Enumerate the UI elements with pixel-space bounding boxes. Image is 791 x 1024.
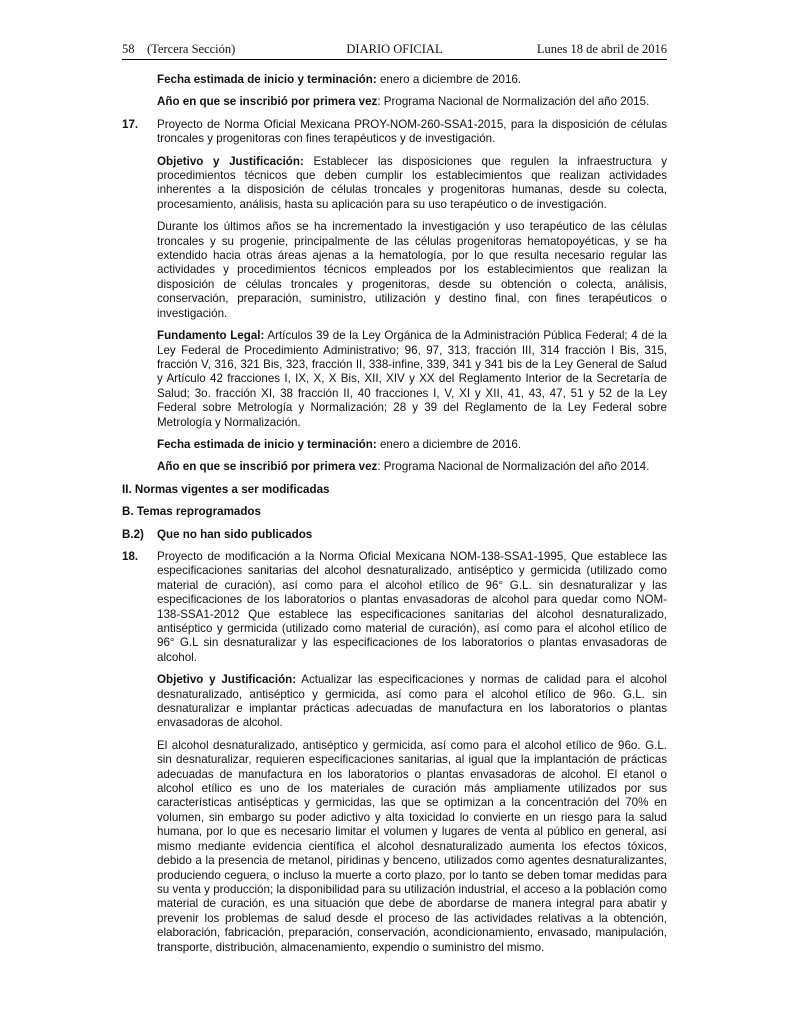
item-17-anio bbox=[157, 460, 667, 474]
section-heading-b2 bbox=[122, 528, 667, 542]
fundamento-text: Artículos 39 de la Ley Orgánica de la Administración Pública Federal; 4 de la Ley Federal de Procedimiento Administrativo; 96, 97, 313, fracción III, 314 fracción I Bis, 315, fracción V, 316, 321 Bis, 323, fracción II, 338-infine, 339, 341 y 341 bis de la Ley General de Salud y Artículo 42 fracciones I, IX, X, X Bis, XII, XIV y XX del Reglamento Interior de la Secretaría de Salud; 3o. fracción XI, 38 fracción II, 40 fracciones I, V, XI y XII, 41, 43, 47, 51 y 52 de la Ley Federal sobre Metrología y Normalización; 28 y 39 del Reglamento de la Ley Federal sobre Metrología y Normalización. bbox=[157, 329, 668, 429]
item-number: 18. bbox=[122, 549, 139, 563]
item-18-title bbox=[122, 549, 667, 665]
header-rule bbox=[122, 59, 667, 60]
anio-paragraph bbox=[157, 95, 667, 109]
subsection-text: Que no han sido publicados bbox=[157, 527, 313, 541]
item-number: 17. bbox=[122, 117, 139, 131]
issue-date: Lunes 18 de abril de 2016 bbox=[536, 42, 667, 56]
item-17-paragraph: Durante los últimos años se ha incrementado la investigación y uso terapéutico de las células troncales y su progenie, principalmente de las células progenitoras hematopoyéticas, y se ha extendido hacia otras áreas ajenas a la hematología, por lo que resulta necesario regular las actividades y procedimientos técnicos empleados por los establecimientos que realizan la disposición de células troncales y progenitoras, desde su obtención o colecta, análisis, conservación, preparación, suministro, utilización y destino final, con fines terapéuticos o investigación. bbox=[157, 220, 667, 320]
section-label: (Tercera Sección) bbox=[147, 42, 236, 56]
subsection-number: B.2) bbox=[122, 527, 144, 541]
fecha-value: enero a diciembre de 2016. bbox=[376, 437, 522, 451]
newspaper-title: DIARIO OFICIAL bbox=[346, 42, 443, 56]
item-17-fecha bbox=[157, 438, 667, 452]
fundamento-label: Fundamento Legal: bbox=[157, 329, 265, 343]
section-heading-b: B. Temas reprogramados bbox=[122, 505, 261, 519]
anio-value: : Programa Nacional de Normalización del año 2015. bbox=[377, 95, 650, 109]
item-title: Proyecto de modificación a la Norma Oficial Mexicana NOM-138-SSA1-1995, Que establece las especificaciones sanitarias del alcohol desnaturalizado, antiséptico y germicida (utilizado como material de curación), así como para el alcohol etílico de 96° G.L. sin desnaturalizar y las especificaciones de los laboratorios o plantas envasadoras de alcohol para quedar como NOM-138-SSA1-2012 Que establece las especificaciones sanitarias del alcohol desnaturalizado, antiséptico y germicida (utilizado como material de curación), así como para el alcohol etílico de 96° G.L sin desnaturalizar y las especificaciones de los laboratorios o plantas envasadoras de alcohol. bbox=[157, 549, 667, 664]
fecha-paragraph bbox=[157, 73, 667, 87]
document-body bbox=[122, 73, 667, 963]
item-18-paragraph: El alcohol desnaturalizado, antiséptico y germicida, así como para el alcohol etílico de 96o. G.L. sin desnaturalizar, requieren especificaciones sanitarias, al igual que la implantación de prácticas adecuadas de manufactura en los laboratorios o plantas envasadoras de alcohol. El etanol o alcohol etílico es uno de los materiales de curación más ampliamente utilizados por sus características antisépticas y germicidas, las que se optimizan a la concentración del 70% en volumen, sin embargo su poder adictivo y alta toxicidad lo convierte en un riesgo para la salud humana, por lo que es necesario limitar el volumen y lugares de venta al público en general, así mismo mediante evidencia científica el alcohol desnaturalizado aumenta los efectos tóxicos, debido a la presencia de metanol, piridinas y benceno, utilizados como agentes desnaturalizantes, produciendo ceguera, o incluso la muerte a corto plazo, por lo tanto se deben tomar medidas para su venta y producción; la disponibilidad para su utilización industrial, el acceso a la población como material de curación, es una situación que debe de abordarse de manera integral para abatir y prevenir los problemas de salud desde el proceso de las actividades relativas a la obtención, elaboración, fabricación, preparación, conservación, acondicionamiento, envasado, manipulación, transporte, distribución, almacenamiento, expendio o suministro del mismo. bbox=[157, 738, 667, 954]
item-18-objetivo bbox=[157, 673, 667, 731]
objetivo-label: Objetivo y Justificación: bbox=[157, 673, 297, 687]
fecha-value: enero a diciembre de 2016. bbox=[376, 73, 522, 86]
anio-value: : Programa Nacional de Normalización del año 2014. bbox=[377, 460, 650, 474]
anio-label: Año en que se inscribió por primera vez bbox=[157, 460, 378, 474]
item-17-title bbox=[122, 117, 667, 147]
fecha-label: Fecha estimada de inicio y terminación: bbox=[157, 437, 377, 451]
objetivo-label: Objetivo y Justificación: bbox=[157, 154, 304, 168]
item-17-objetivo bbox=[157, 155, 667, 213]
section-heading-ii: II. Normas vigentes a ser modificadas bbox=[122, 482, 330, 496]
objetivo-text: Establecer las disposiciones que regulen la infraestructura y procedimientos técnicos que deben cumplir los establecimientos que realizan actividades inherentes a la disposición de células troncales y progenitoras humanas, desde su colecta, procesamiento, análisis, hasta su aplicación para su uso terapéutico o de investigación. bbox=[157, 154, 667, 211]
page-number: 58 bbox=[122, 42, 135, 56]
item-title: Proyecto de Norma Oficial Mexicana PROY-NOM-260-SSA1-2015, para la disposición de células troncales y progenitoras con fines terapéuticos y de investigación. bbox=[157, 117, 667, 146]
fecha-label: Fecha estimada de inicio y terminación: bbox=[157, 73, 377, 86]
item-17-fundamento bbox=[157, 329, 667, 430]
objetivo-text: Actualizar las especificaciones y normas de calidad para el alcohol desnaturalizado, antiséptico y germicida, así como para el alcohol etílico de 96o. G.L. sin desnaturalizar e implantar prácticas adecuadas de manufactura en los laboratorios o plantas envasadoras de alcohol. bbox=[157, 673, 667, 730]
anio-label: Año en que se inscribió por primera vez bbox=[157, 95, 378, 109]
